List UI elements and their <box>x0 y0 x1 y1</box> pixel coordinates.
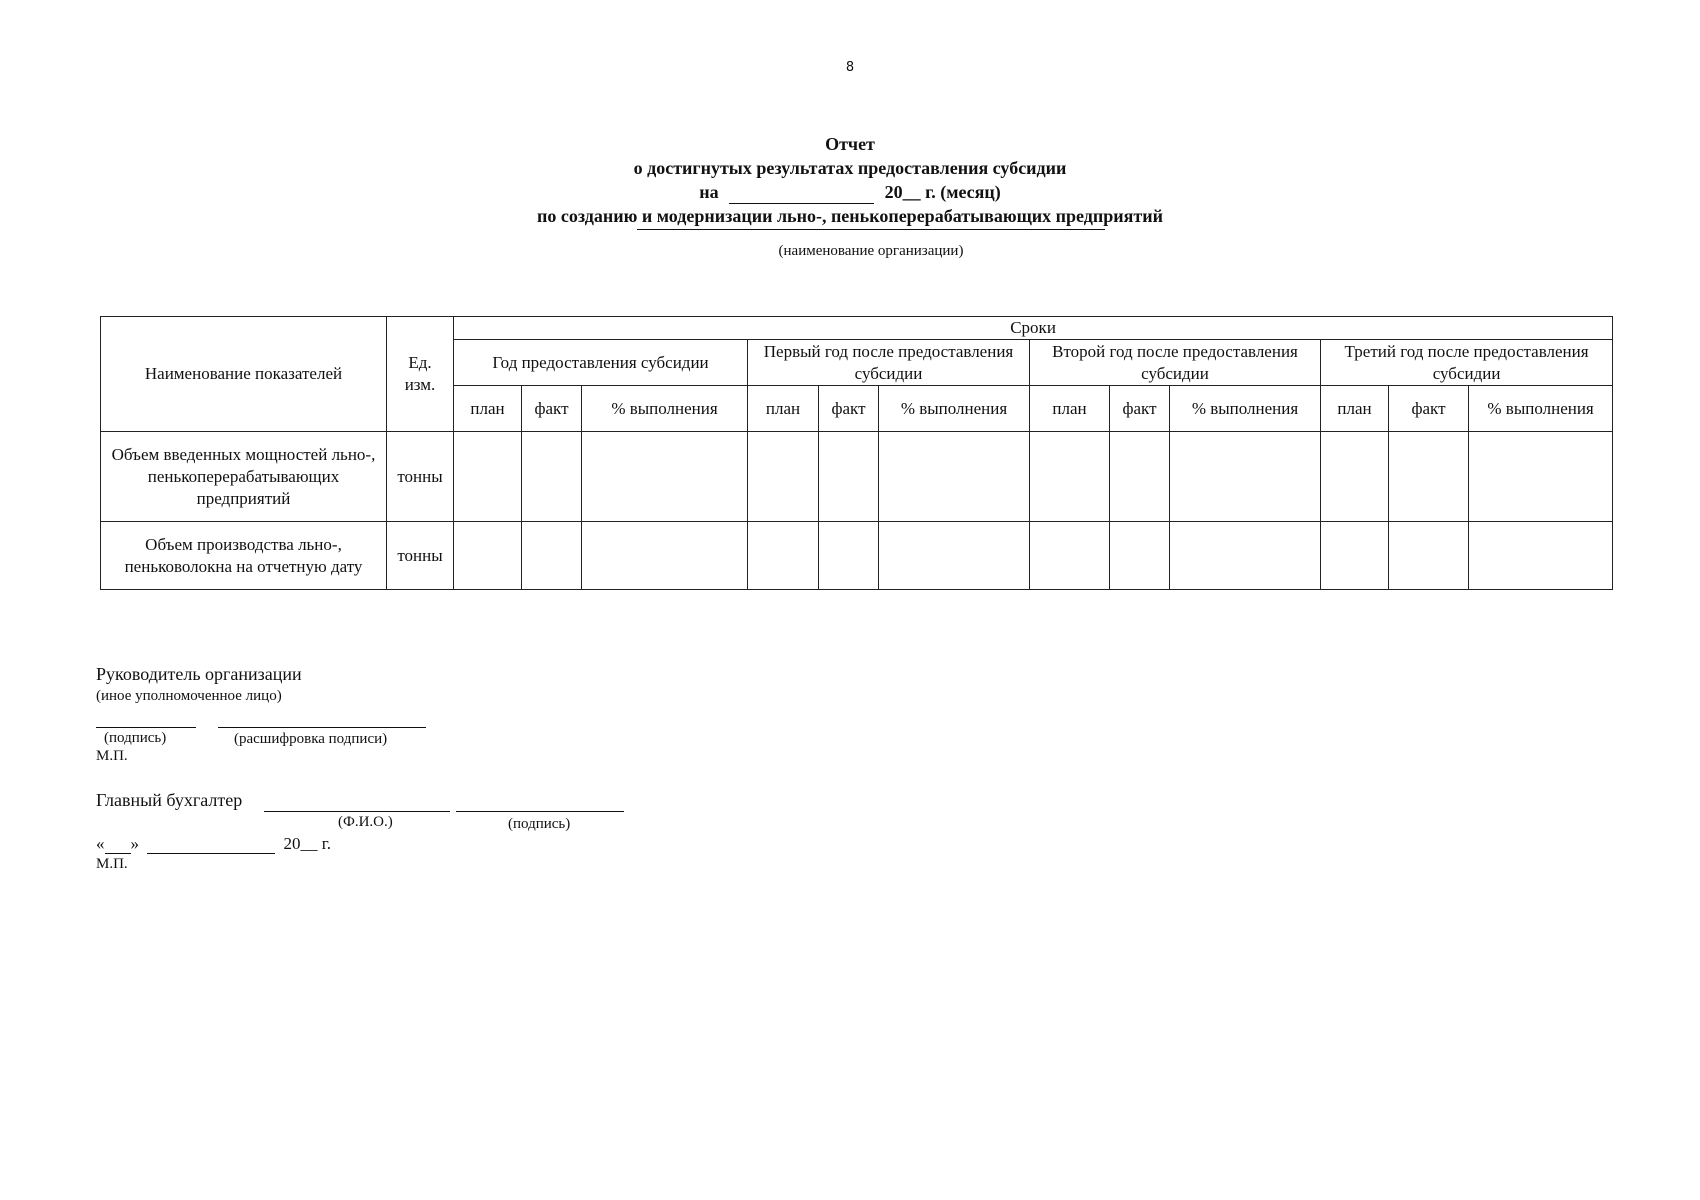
empty-cell <box>1321 522 1389 590</box>
empty-cell <box>819 432 879 522</box>
header-plan: план <box>1030 386 1110 432</box>
header-percent: % выполнения <box>879 386 1030 432</box>
empty-cell <box>582 432 748 522</box>
date-quote-open: « <box>96 834 105 853</box>
table-row <box>101 432 1613 522</box>
stamp-mark-2: М.П. <box>96 856 128 872</box>
empty-cell <box>879 432 1030 522</box>
header-period-2: Второй год после предоставления субсидии <box>1030 340 1321 386</box>
empty-cell <box>1170 432 1321 522</box>
header-fact: факт <box>1110 386 1170 432</box>
header-percent: % выполнения <box>582 386 748 432</box>
date-day-blank <box>105 837 131 854</box>
date-year: 20__ г. <box>283 834 332 853</box>
accountant-label: Главный бухгалтер <box>96 790 243 810</box>
date-quote-close: » <box>130 834 139 853</box>
empty-cell <box>582 522 748 590</box>
report-period-line <box>0 180 1700 204</box>
empty-cell <box>522 522 582 590</box>
table-header-row-1 <box>101 317 1613 340</box>
organization-name-caption: (наименование организации) <box>778 243 964 259</box>
empty-cell <box>1469 522 1613 590</box>
empty-cell <box>454 522 522 590</box>
date-month-blank <box>147 837 275 854</box>
head-title: Руководитель организации <box>96 664 302 684</box>
header-percent: % выполнения <box>1170 386 1321 432</box>
header-plan: план <box>748 386 819 432</box>
empty-cell <box>454 432 522 522</box>
row-indicator-name: Объем производства льно-, пеньковолокна на отчетную дату <box>101 522 387 590</box>
empty-cell <box>1110 522 1170 590</box>
row-unit: тонны <box>387 432 454 522</box>
accountant-fio-line <box>264 810 450 812</box>
table-row <box>101 522 1613 590</box>
header-indicator-name: Наименование показателей <box>101 317 387 432</box>
empty-cell <box>1170 522 1321 590</box>
empty-cell <box>1389 522 1469 590</box>
header-fact: факт <box>819 386 879 432</box>
date-line <box>96 834 331 854</box>
organization-name-line <box>637 228 1105 230</box>
empty-cell <box>748 432 819 522</box>
accountant-fio-caption: (Ф.И.О.) <box>338 814 393 830</box>
stamp-mark-1: М.П. <box>96 748 128 764</box>
row-unit: тонны <box>387 522 454 590</box>
period-prefix: на <box>699 182 719 202</box>
empty-cell <box>748 522 819 590</box>
head-decode-caption: (расшифровка подписи) <box>234 731 388 747</box>
empty-cell <box>1469 432 1613 522</box>
header-terms: Сроки <box>454 317 1613 340</box>
empty-cell <box>1110 432 1170 522</box>
empty-cell <box>879 522 1030 590</box>
empty-cell <box>522 432 582 522</box>
empty-cell <box>819 522 879 590</box>
header-plan: план <box>1321 386 1389 432</box>
head-sign-caption: (подпись) <box>104 730 167 746</box>
empty-cell <box>1389 432 1469 522</box>
accountant-sign-caption: (подпись) <box>508 816 571 832</box>
head-decode-line <box>218 726 426 728</box>
period-year: 20__ г. (месяц) <box>884 182 1001 202</box>
report-subtitle: о достигнутых результатах предоставления субсидии <box>633 158 1067 178</box>
header-plan: план <box>454 386 522 432</box>
page-number: 8 <box>845 60 855 75</box>
header-fact: факт <box>1389 386 1469 432</box>
results-table <box>100 316 1613 590</box>
header-fact: факт <box>522 386 582 432</box>
period-blank-line <box>729 185 874 204</box>
report-purpose: по созданию и модернизации льно-, пенькоперерабатывающих предприятий <box>537 206 1163 226</box>
empty-cell <box>1030 432 1110 522</box>
header-percent: % выполнения <box>1469 386 1613 432</box>
header-unit: Ед. изм. <box>387 317 454 432</box>
header-period-1: Первый год после предоставления субсидии <box>748 340 1030 386</box>
empty-cell <box>1321 432 1389 522</box>
accountant-sign-line <box>456 810 624 812</box>
header-period-0: Год предоставления субсидии <box>454 340 748 386</box>
report-title: Отчет <box>825 134 875 154</box>
row-indicator-name: Объем введенных мощностей льно-, пенькоперерабатывающих предприятий <box>101 432 387 522</box>
head-subtitle: (иное уполномоченное лицо) <box>96 688 282 704</box>
empty-cell <box>1030 522 1110 590</box>
header-period-3: Третий год после предоставления субсидии <box>1321 340 1613 386</box>
head-signature-line <box>96 726 196 728</box>
